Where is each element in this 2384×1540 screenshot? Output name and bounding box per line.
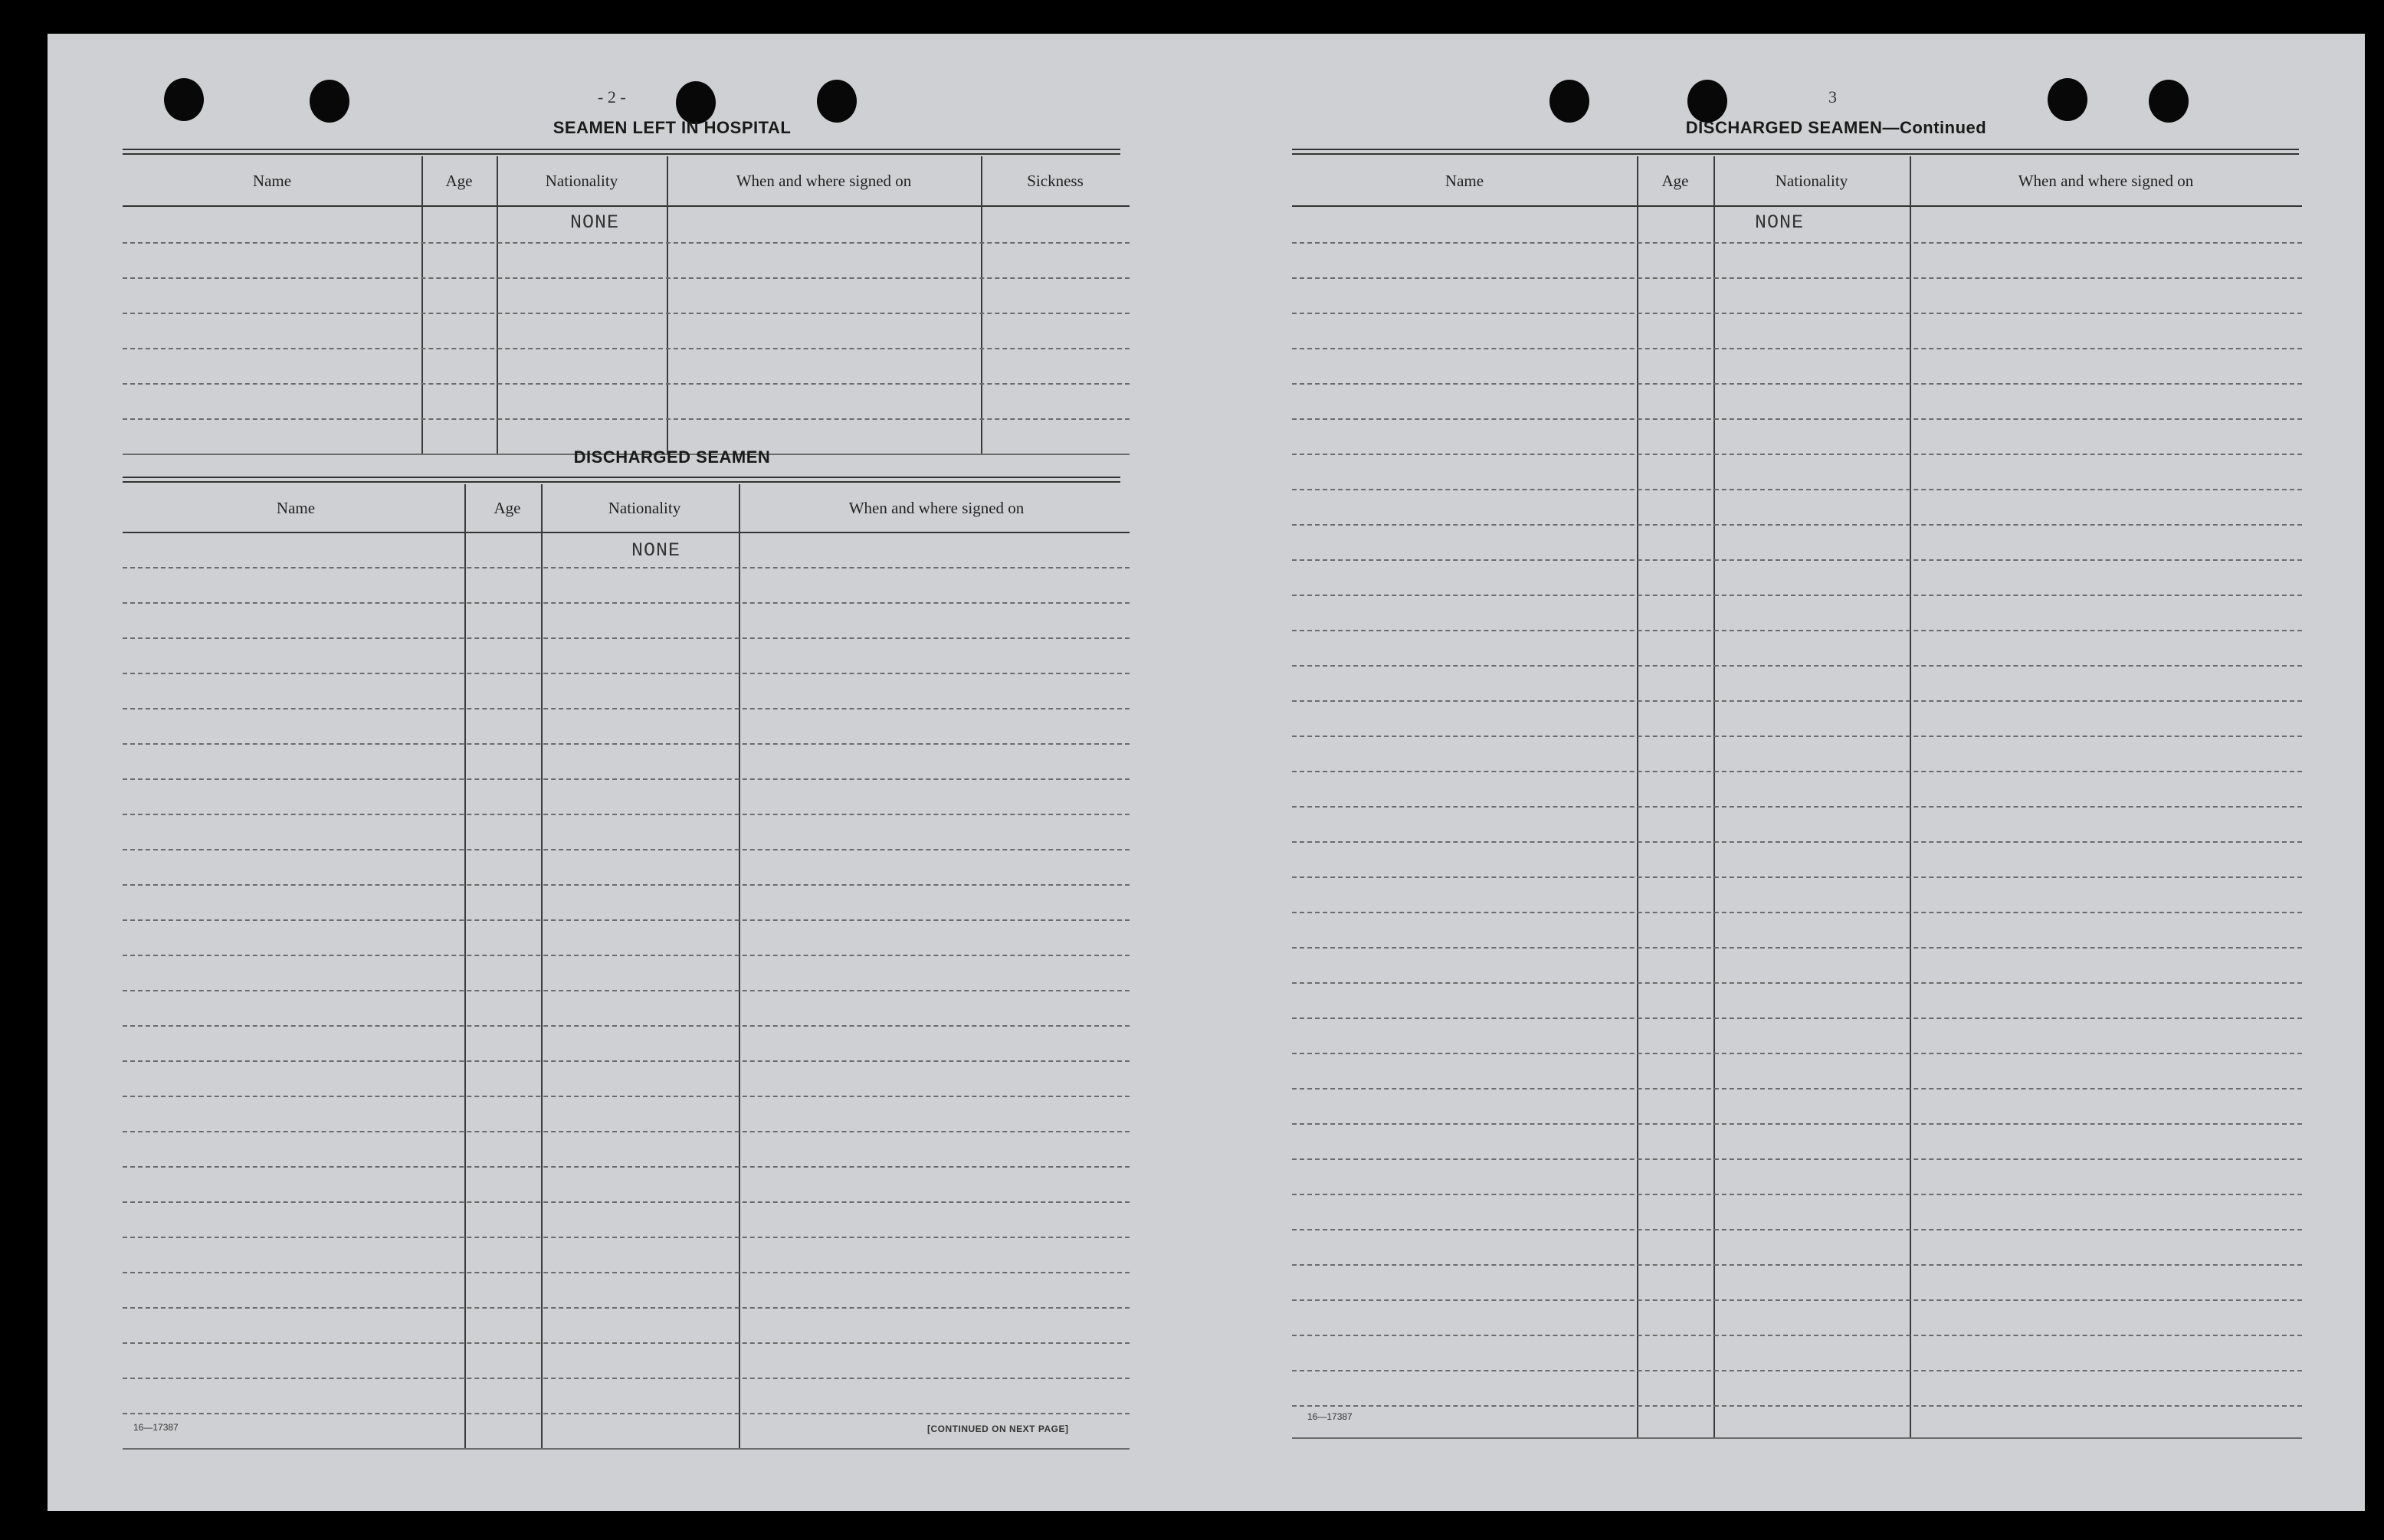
table-row (123, 1201, 1130, 1203)
section-rule (123, 149, 1120, 155)
punch-hole (2048, 78, 2087, 121)
page-number: - 2 - (598, 87, 626, 106)
table-row (1292, 454, 2302, 455)
table-row (123, 884, 1130, 886)
page-number: 3 (1828, 87, 1837, 106)
column-header-nationality: Nationality (545, 171, 618, 190)
table-row (123, 1096, 1130, 1097)
table-row (123, 1166, 1130, 1168)
hospital-table (123, 156, 1130, 457)
table-row (1292, 771, 2302, 772)
table-row (123, 602, 1130, 604)
table-row (1292, 700, 2302, 702)
discharged-table (123, 484, 1130, 1456)
section-rule (123, 477, 1120, 483)
table-row (123, 778, 1130, 780)
table-row (1292, 1017, 2302, 1019)
column-header-name: Name (276, 498, 316, 517)
punch-hole (1687, 80, 1727, 123)
punch-hole (1549, 80, 1589, 123)
table-row (123, 277, 1130, 279)
section-rule (1292, 149, 2299, 155)
table-row (1292, 489, 2302, 490)
table-row (123, 1413, 1130, 1414)
table-row (1292, 1335, 2302, 1336)
column-header-name: Name (1445, 171, 1484, 190)
continued-note: [CONTINUED ON NEXT PAGE] (927, 1424, 1069, 1434)
table-row (123, 990, 1130, 991)
hospital-section-title: SEAMEN LEFT IN HOSPITAL (553, 118, 792, 137)
table-row (123, 567, 1130, 568)
column-header-nationality: Nationality (608, 498, 681, 517)
table-row (123, 313, 1130, 314)
table-row (1292, 1370, 2302, 1371)
column-header-age: Age (1661, 171, 1689, 190)
table-row (1292, 1053, 2302, 1054)
discharged-continued-table (1292, 156, 2302, 1448)
punch-hole (310, 80, 349, 123)
table-row (1292, 1299, 2302, 1301)
column-header-signed-on: When and where signed on (736, 171, 912, 190)
column-header-sickness: Sickness (1027, 171, 1084, 190)
punch-hole (817, 80, 857, 123)
table-row (123, 1378, 1130, 1379)
column-divider (981, 156, 982, 454)
table-row (123, 1237, 1130, 1238)
table-row (1292, 313, 2302, 314)
column-divider (667, 156, 668, 454)
table-row (123, 814, 1130, 815)
table-row (1292, 1158, 2302, 1160)
table-row (1292, 630, 2302, 631)
form-number: 16—17387 (133, 1422, 179, 1433)
title-suffix: —Continued (1882, 118, 1987, 137)
column-divider (464, 484, 466, 1448)
discharged-continued-title (1637, 118, 2035, 138)
column-divider (739, 484, 740, 1448)
table-row (1292, 1264, 2302, 1266)
table-row (123, 637, 1130, 639)
table-row (123, 1025, 1130, 1027)
nationality-entry: NONE (631, 539, 681, 562)
table-row (123, 708, 1130, 709)
column-header-signed-on: When and where signed on (2018, 171, 2194, 190)
column-divider (497, 156, 498, 454)
table-row (1292, 1229, 2302, 1230)
punch-hole (2149, 80, 2189, 123)
table-row (1292, 736, 2302, 737)
table-row (123, 1307, 1130, 1309)
table-row (123, 1131, 1130, 1132)
table-row (1292, 1123, 2302, 1125)
left-page (48, 34, 1197, 1511)
discharged-section-title: DISCHARGED SEAMEN (573, 447, 771, 467)
table-row (1292, 806, 2302, 808)
column-header-name: Name (252, 171, 292, 190)
table-row (1292, 383, 2302, 385)
table-row (123, 673, 1130, 674)
table-row (123, 383, 1130, 385)
table-row (1292, 841, 2302, 843)
form-number: 16—17387 (1307, 1411, 1353, 1422)
column-header-age: Age (494, 498, 521, 517)
column-divider (541, 484, 543, 1448)
table-row (1292, 665, 2302, 667)
table-row (1292, 559, 2302, 561)
table-row (123, 1060, 1130, 1062)
table-header (123, 484, 1130, 533)
column-header-nationality: Nationality (1775, 171, 1848, 190)
table-row (1292, 912, 2302, 913)
table-row (1292, 348, 2302, 349)
punch-hole (164, 78, 204, 121)
table-row (123, 418, 1130, 420)
table-row (123, 1272, 1130, 1273)
table-row (1292, 595, 2302, 596)
table-row (1292, 982, 2302, 984)
table-header (123, 156, 1130, 207)
table-row (1292, 418, 2302, 420)
right-page (1220, 34, 2365, 1511)
table-row (123, 849, 1130, 850)
nationality-entry: NONE (570, 211, 620, 234)
table-row (1292, 947, 2302, 949)
title-main: DISCHARGED SEAMEN (1685, 118, 1883, 137)
column-header-signed-on: When and where signed on (848, 498, 1025, 517)
column-divider (421, 156, 423, 454)
column-header-age: Age (445, 171, 473, 190)
table-row (123, 242, 1130, 244)
nationality-entry: NONE (1755, 211, 1805, 234)
table-row (1292, 242, 2302, 244)
table-row (1292, 277, 2302, 279)
table-header (1292, 156, 2302, 207)
document-sheet (48, 34, 2365, 1511)
table-row (1292, 1194, 2302, 1195)
table-row (123, 743, 1130, 745)
table-row (1292, 524, 2302, 526)
table-bottom-rule (1292, 1437, 2302, 1439)
table-row (1292, 876, 2302, 878)
table-row (123, 955, 1130, 956)
table-bottom-rule (123, 1448, 1130, 1450)
table-row (1292, 1088, 2302, 1089)
table-row (123, 1342, 1130, 1344)
table-row (123, 919, 1130, 921)
table-row (123, 348, 1130, 349)
table-row (1292, 1405, 2302, 1407)
